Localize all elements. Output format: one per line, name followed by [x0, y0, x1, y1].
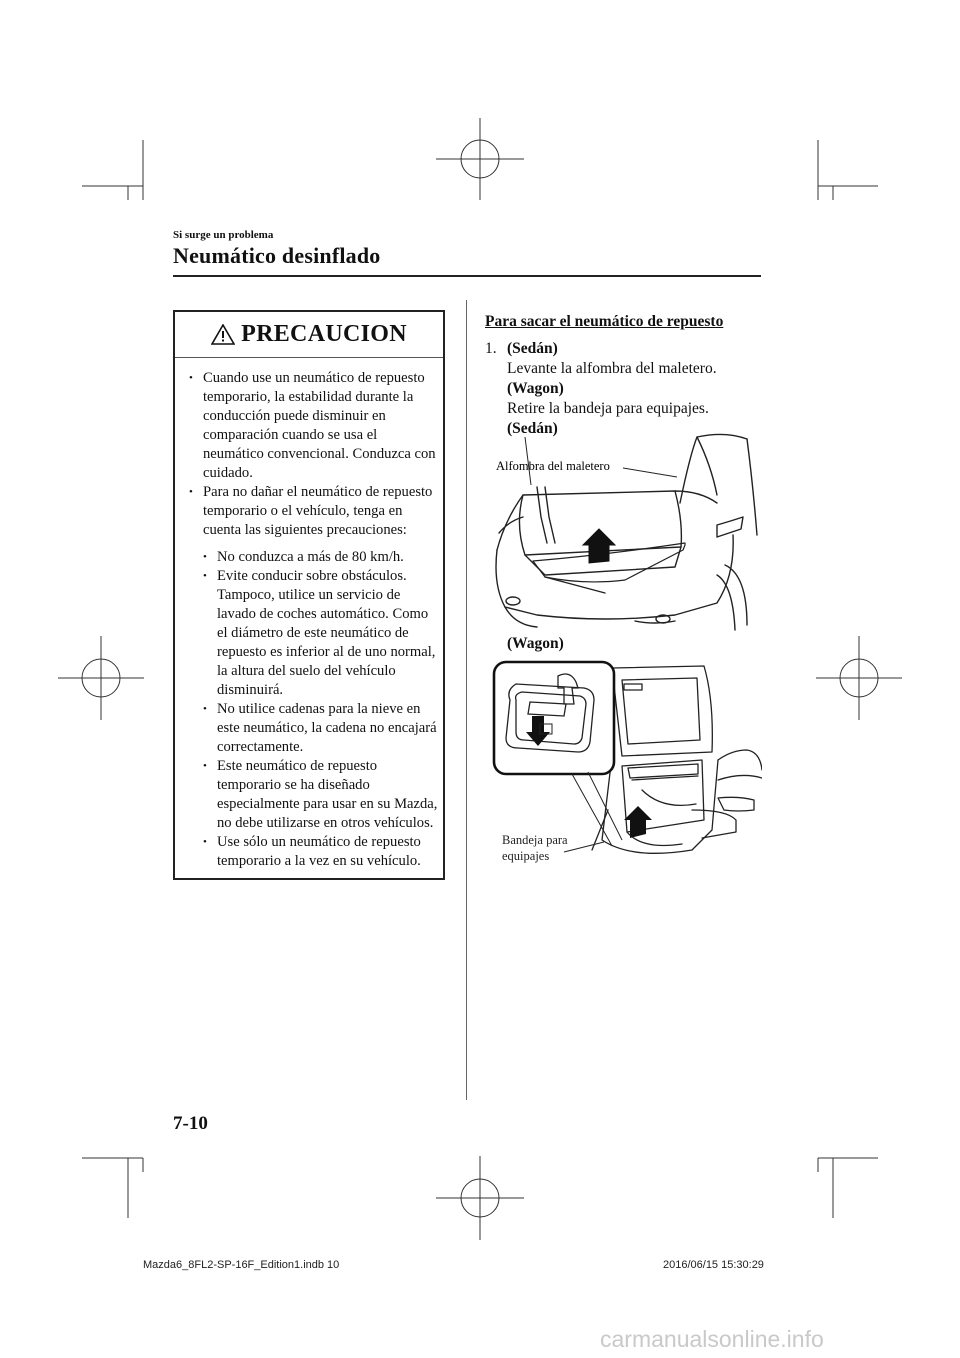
wagon-callout-line1: Bandeja para — [502, 833, 568, 847]
caution-item: • Cuando use un neumático de repuesto temporario, la estabilidad durante la conducción puede disminuir en comparación cuando se usa el neumático convencional. Conduzca con cuidado. — [187, 369, 439, 483]
caution-subitem: • Use sólo un neumático de repuesto temporario a la vez en su vehículo. — [187, 833, 439, 871]
caution-box — [173, 310, 445, 880]
caution-subitem: • No utilice cadenas para la nieve en este neumático, la cadena no encajará correctamente. — [187, 700, 439, 757]
title-rule — [173, 275, 761, 277]
sedan-label: (Sedán) — [507, 340, 558, 357]
page-number: 7-10 — [173, 1113, 208, 1134]
file-info: Mazda6_8FL2-SP-16F_Edition1.indb 10 — [143, 1259, 340, 1271]
caution-header — [175, 312, 443, 358]
handle-inset — [494, 662, 614, 774]
procedure-heading: Para sacar el neumático de repuesto — [485, 313, 724, 330]
caution-title: PRECAUCION — [241, 321, 407, 347]
caution-subitem: • Este neumático de repuesto temporario se ha diseñado especialmente para usar en su Mazda, no debe utilizarse en otros vehículos. — [187, 757, 439, 833]
caution-item: • Para no dañar el neumático de repuesto temporario o el vehículo, tenga en cuenta las siguientes precauciones: — [187, 483, 439, 540]
warning-triangle-icon — [211, 324, 235, 345]
section-label: Si surge un problema — [173, 229, 274, 241]
wagon-cargo-illustration — [492, 660, 762, 870]
watermark: carmanualsonline.info — [600, 1326, 824, 1352]
figure-sedan-label: (Sedán) — [507, 420, 558, 437]
lift-arrow-icon — [583, 529, 615, 563]
wagon-label: (Wagon) — [507, 380, 564, 397]
caution-subitem: • No conduzca a más de 80 km/h. — [187, 548, 439, 567]
column-divider — [466, 300, 467, 1100]
caution-subitem: • Evite conducir sobre obstáculos. Tampoco, utilice un servicio de lavado de coches automático. Como el diámetro de este neumático de repuesto es inferior al de uno normal, la altura del suelo del vehículo disminuirá. — [187, 567, 439, 700]
print-timestamp: 2016/06/15 15:30:29 — [663, 1259, 764, 1271]
sedan-instruction: Levante la alfombra del maletero. — [507, 360, 717, 377]
wagon-instruction: Retire la bandeja para equipajes. — [507, 400, 709, 417]
step-number: 1. — [485, 340, 497, 357]
sedan-trunk-illustration — [485, 425, 760, 635]
page-title: Neumático desinflado — [173, 243, 381, 268]
figure-wagon-label: (Wagon) — [507, 635, 564, 652]
sedan-callout: Alfombra del maletero — [496, 459, 610, 473]
caution-list — [187, 369, 439, 871]
wagon-callout-line2: equipajes — [502, 849, 550, 863]
